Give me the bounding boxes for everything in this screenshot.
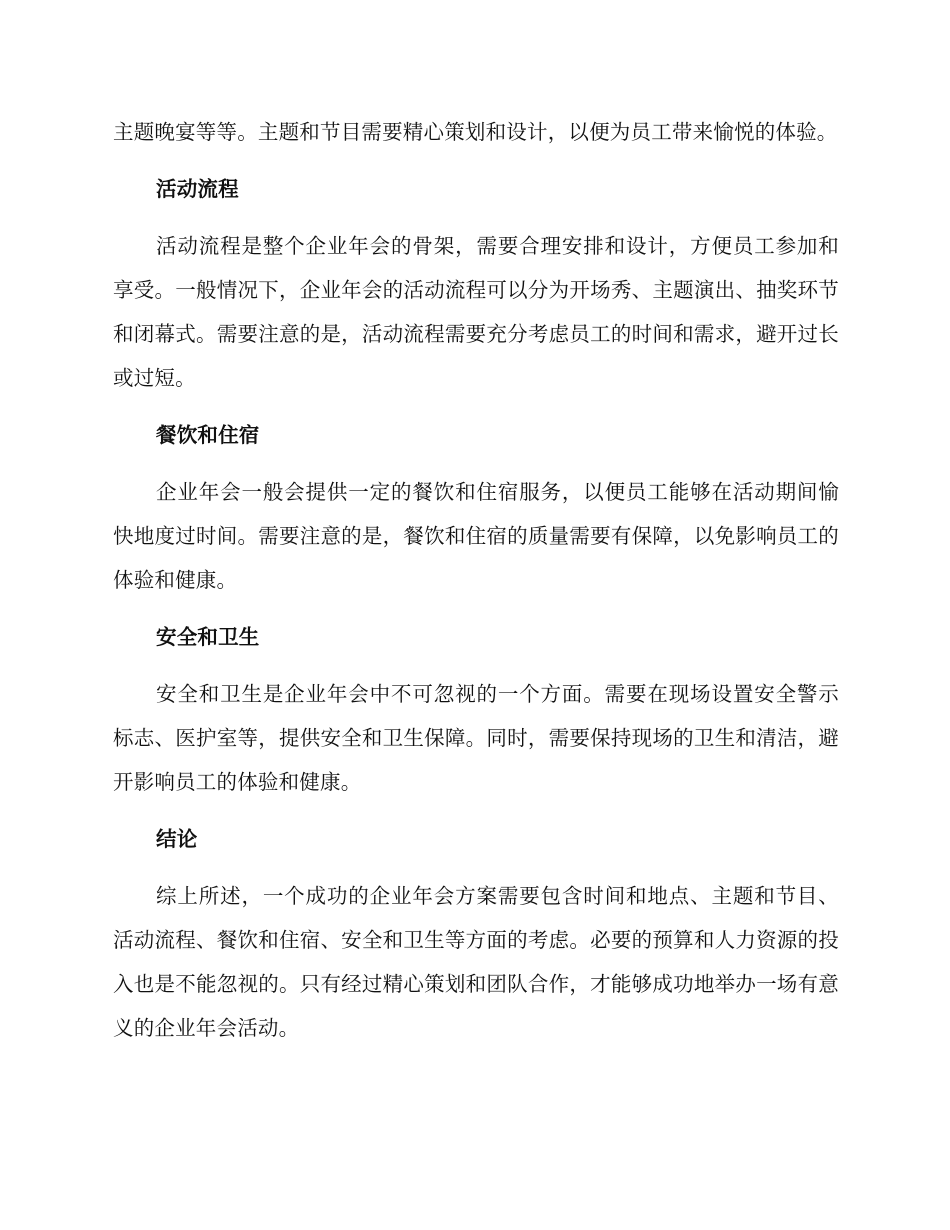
paragraph-safety-hygiene: 安全和卫生是企业年会中不可忽视的一个方面。需要在现场设置安全警示标志、医护室等，提供安全和卫生保障。同时，需要保持现场的卫生和清洁，避开影响员工的体验和健康。	[113, 682, 839, 794]
heading-catering-lodging: 餐饮和住宿	[156, 423, 260, 447]
heading-conclusion: 结论	[156, 827, 198, 851]
paragraph-catering-lodging: 企业年会一般会提供一定的餐饮和住宿服务，以便员工能够在活动期间愉快地度过时间。需要注意的是，餐饮和住宿的质量需要有保障，以免影响员工的体验和健康。	[113, 480, 839, 592]
paragraph-conclusion: 综上所述，一个成功的企业年会方案需要包含时间和地点、主题和节目、活动流程、餐饮和住宿、安全和卫生等方面的考虑。必要的预算和人力资源的投入也是不能忽视的。只有经过精心策划和团队合作，才能够成功地举办一场有意义的企业年会活动。	[113, 884, 839, 1040]
heading-safety-hygiene: 安全和卫生	[156, 625, 260, 649]
heading-activity-flow: 活动流程	[156, 177, 239, 201]
document-body	[113, 110, 839, 1063]
paragraph-activity-flow: 活动流程是整个企业年会的骨架，需要合理安排和设计，方便员工参加和享受。一般情况下，企业年会的活动流程可以分为开场秀、主题演出、抽奖环节和闭幕式。需要注意的是，活动流程需要充分考虑员工的时间和需求，避开过长或过短。	[113, 234, 839, 390]
paragraph-theme-continued: 主题晚宴等等。主题和节目需要精心策划和设计，以便为员工带来愉悦的体验。	[113, 120, 838, 144]
